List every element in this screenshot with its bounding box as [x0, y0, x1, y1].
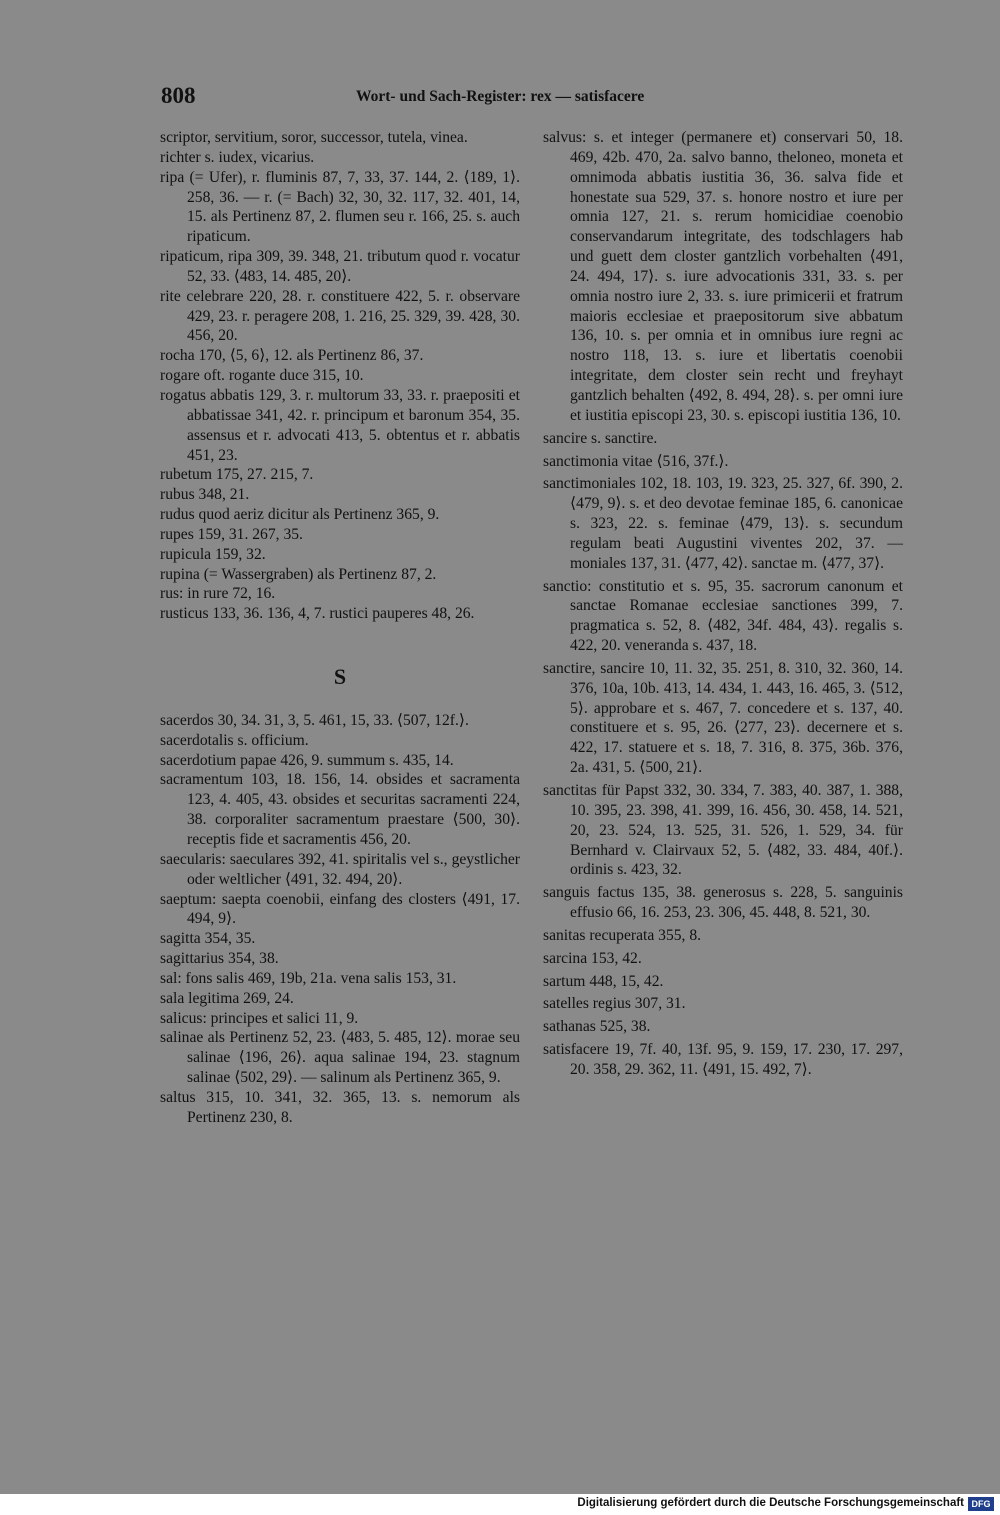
index-entry: ripaticum, ripa 309, 39. 348, 21. tributum quod r. vocatur 52, 33. ⟨483, 14. 485, 20⟩.	[160, 248, 520, 285]
index-entry: rudus quod aeriz dicitur als Pertinenz 365, 9.	[160, 506, 440, 524]
index-entry: rubus 348, 21.	[160, 486, 250, 504]
index-entry: saltus 315, 10. 341, 32. 365, 13. s. nemorum als Pertinenz 230, 8.	[160, 1088, 520, 1126]
index-entry: sathanas 525, 38.	[543, 1018, 651, 1036]
index-entry: rupicula 159, 32.	[160, 545, 266, 563]
index-entry: richter s. iudex, vicarius.	[160, 148, 315, 166]
index-entry: sagitta 354, 35.	[160, 930, 256, 948]
index-entry: salinae als Pertinenz 52, 23. ⟨483, 5. 485, 12⟩. morae seu salinae ⟨196, 26⟩. aqua salinae 194, 23. stagnum salinae ⟨502, 29⟩. — salinum als Pertinenz 365, 9.	[160, 1029, 520, 1087]
section-letter: S	[333, 664, 347, 690]
index-entry: sanctio: constitutio et s. 95, 35. sacrorum canonum et sanctae Romanae ecclesiae sanctiones 399, 7. pragmatica s. 52, 8. ⟨482, 34f. 484, 43⟩. regalis s. 422, 20. veneranda s. 437, 18.	[543, 577, 903, 655]
left-entries-r	[160, 128, 520, 624]
index-entry: satelles regius 307, 31.	[543, 995, 686, 1013]
index-entry: ripa (= Ufer), r. fluminis 87, 7, 33, 37. 144, 2. ⟨189, 1⟩. 258, 36. — r. (= Bach) 32, 30, 32. 117, 32. 401, 14, 15. als Pertinenz 87, 2. flumen seu r. 166, 25. s. auch ripaticum.	[160, 168, 520, 246]
index-entry: satisfacere 19, 7f. 40, 13f. 95, 9. 159, 17. 230, 17. 297, 20. 358, 29. 362, 11. ⟨491, 15. 492, 7⟩.	[543, 1041, 903, 1078]
index-entry: sala legitima 269, 24.	[160, 989, 294, 1007]
index-entry: sal: fons salis 469, 19b, 21a. vena salis 153, 31.	[160, 969, 457, 987]
index-entry: rogatus abbatis 129, 3. r. multorum 33, 33. r. praepositi et abbatissae 341, 42. r. principum et baronum 354, 35. assensus et r. advocati 413, 5. obtentus et r. abbatis 451, 23.	[160, 386, 520, 464]
right-entries	[543, 128, 903, 1080]
footer-credit: Digitalisierung gefördert durch die Deutsche Forschungsgemeinschaft	[577, 1497, 964, 1509]
index-entry: sanitas recuperata 355, 8.	[543, 926, 702, 944]
index-entry: rocha 170, ⟨5, 6⟩, 12. als Pertinenz 86, 37.	[160, 347, 424, 365]
index-entry: saeptum: saepta coenobii, einfang des closters ⟨491, 17. 494, 9⟩.	[160, 890, 520, 928]
index-entry: sanctimoniales 102, 18. 103, 19. 323, 25. 327, 6f. 390, 2. ⟨479, 9⟩. s. et deo devotae feminae 185, 6. canonicae s. 323, 22. s. feminae ⟨479, 13⟩. s. secundum regulam beati Augustini viventes 202, 37. — moniales 137, 31. ⟨477, 42⟩. sanctae m. ⟨477, 37⟩.	[543, 475, 903, 572]
page-number: 808	[161, 83, 196, 108]
index-entry: rubetum 175, 27. 215, 7.	[160, 466, 314, 484]
index-entry: sacerdotium papae 426, 9. summum s. 435, 14.	[160, 751, 454, 769]
index-entry: rogare oft. rogante duce 315, 10.	[160, 367, 364, 385]
index-entry: rite celebrare 220, 28. r. constituere 422, 5. r. observare 429, 23. r. peragere 208, 1. 216, 25. 329, 39. 428, 30. 456, 20.	[160, 287, 520, 345]
index-entry: rus: in rure 72, 16.	[160, 585, 276, 603]
index-entry: sacramentum 103, 18. 156, 14. obsides et sacramenta 123, 4. 405, 43. obsides et securitas sacramenti 224, 38. corporaliter sacramentum praestare ⟨500, 30⟩. receptis fide et sacramentis 456, 20.	[160, 771, 520, 848]
dfg-logo: DFG	[968, 1497, 994, 1511]
left-entries-s	[160, 711, 520, 1128]
index-entry: sartum 448, 15, 42.	[543, 972, 664, 990]
index-entry: rupina (= Wassergraben) als Pertinenz 87, 2.	[160, 565, 437, 583]
index-entry: rupes 159, 31. 267, 35.	[160, 525, 303, 543]
index-entry: salicus: principes et salici 11, 9.	[160, 1009, 359, 1027]
index-entry: sanctire, sancire 10, 11. 32, 35. 251, 8. 310, 32. 360, 14. 376, 10a, 10b. 413, 14. 434, 1. 443, 16. 465, 3. ⟨512, 5⟩. approbare et s. 467, 7. concedere et s. 137, 40. constituere et s. 95, 26. ⟨277, 23⟩. decernere et s. 422, 17. statuere et s. 18, 7. 316, 8. 375, 36b. 376, 2a. 431, 5. ⟨500, 21⟩.	[543, 659, 903, 777]
left-column	[160, 128, 520, 1128]
index-entry: sanctitas für Papst 332, 30. 334, 7. 383, 40. 387, 1. 388, 10. 395, 23. 398, 41. 399, 16. 456, 30. 458, 14. 521, 20, 23. 524, 13. 525, 31. 526, 1. 529, 34. für Bernhard v. Clairvaux 52, 5. ⟨482, 33. 484, 40f.⟩. ordinis s. 423, 32.	[543, 782, 903, 879]
index-entry: sacerdos 30, 34. 31, 3, 5. 461, 15, 33. ⟨507, 12f.⟩.	[160, 711, 469, 729]
index-entry: rusticus 133, 36. 136, 4, 7. rustici pauperes 48, 26.	[160, 605, 475, 623]
index-entry: salvus: s. et integer (permanere et) conservari 50, 18. 469, 42b. 470, 2a. salvo banno, theloneo, moneta et omnimoda abbatis iustitia 36, 36. salva fide et honestate sua 529, 37. s. honore nostro et iure per omnia 127, 21. s. rerum homicidiae coenobio conservandarum integritate, des todschlagers hab und guett dem closter gantzlich vorbehalten ⟨491, 24. 494, 17⟩. s. iure advocationis 331, 33. s. per omnia nostro iure 2, 33. s. iure primicerii et fratrum maioris ecclesiae et praepositorum sive abbatum 136, 10. s. per omnia et in omnibus iure regni ac nostro 118, 13. s. iure et libertatis coenobii integritate, dem closter sein recht und freyhayt gantzlich behalten ⟨492, 8. 494, 28⟩. s. per omni iure et iustitia episcopi 23, 30. s. episcopi iustitia 136, 10.	[543, 129, 903, 424]
index-entry: saecularis: saeculares 392, 41. spiritalis vel s., geystlicher oder weltlicher ⟨491, 32. 494, 20⟩.	[160, 850, 520, 888]
index-entry: sarcina 153, 42.	[543, 949, 642, 967]
right-column	[543, 128, 903, 1080]
index-entry: scriptor, servitium, soror, successor, tutela, vinea.	[160, 129, 468, 146]
footer-bar	[0, 1494, 1000, 1515]
index-entry: sanguis factus 135, 38. generosus s. 228, 5. sanguinis effusio 66, 16. 253, 23. 306, 45. 448, 8. 521, 30.	[543, 884, 903, 922]
index-entry: sanctimonia vitae ⟨516, 37f.⟩.	[543, 452, 729, 470]
index-entry: sancire s. sanctire.	[543, 429, 658, 447]
running-title: Wort- und Sach-Register: rex — satisfacere	[356, 88, 645, 105]
index-entry: sagittarius 354, 38.	[160, 950, 279, 968]
index-entry: sacerdotalis s. officium.	[160, 731, 309, 749]
